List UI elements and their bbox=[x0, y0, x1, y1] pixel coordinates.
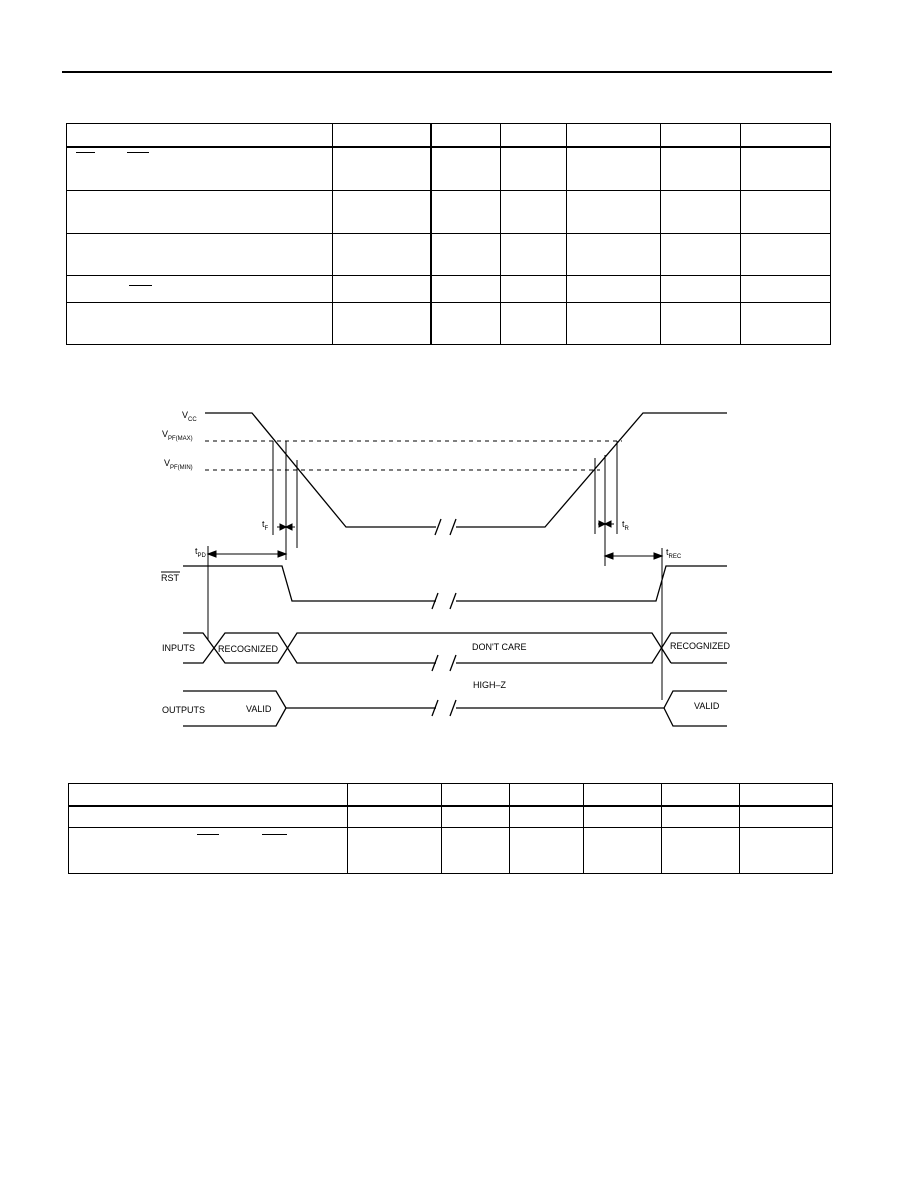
trec-arrow-head bbox=[605, 553, 613, 559]
valid-left-label: VALID bbox=[246, 704, 272, 714]
power-down-parameter-table bbox=[66, 123, 831, 345]
trec-arrow-head bbox=[654, 553, 662, 559]
recognized-right-label: RECOGNIZED bbox=[670, 641, 731, 651]
table-row bbox=[69, 806, 833, 828]
time-break-mark bbox=[432, 700, 456, 716]
tf-arrow-head bbox=[286, 524, 292, 530]
power-up-parameter-table bbox=[68, 783, 833, 874]
dont-care-label: DON'T CARE bbox=[472, 642, 527, 652]
overline-mark bbox=[76, 152, 95, 153]
time-break-mark bbox=[432, 655, 456, 671]
time-break-mark bbox=[432, 593, 456, 609]
outputs-valid-right-upper bbox=[456, 691, 727, 708]
outputs-label: OUTPUTS bbox=[162, 705, 206, 715]
inputs-bus-dont-care-upper bbox=[214, 633, 671, 663]
tr-arrow-head bbox=[605, 521, 611, 527]
overline-mark bbox=[197, 834, 219, 835]
overline-mark bbox=[262, 834, 287, 835]
vpf-max-label: $V_{PF(MAX)}$ bbox=[162, 429, 193, 442]
table-header-row bbox=[67, 124, 831, 147]
tf-label: $t_F$ bbox=[262, 519, 269, 532]
table-row bbox=[67, 147, 831, 191]
valid-right-label: VALID bbox=[694, 701, 720, 711]
tr-label: $t_R$ bbox=[622, 519, 629, 532]
rst-waveform-falling bbox=[183, 566, 436, 601]
rst-label: RST bbox=[161, 573, 179, 583]
trec-label: $t_{REC}$ bbox=[666, 547, 682, 560]
table-row bbox=[67, 276, 831, 303]
tpd-arrow-head bbox=[208, 551, 216, 557]
tpd-arrow-head bbox=[278, 551, 286, 557]
recognized-left-label: RECOGNIZED bbox=[218, 644, 279, 654]
overline-mark bbox=[127, 152, 149, 153]
inputs-label: INPUTS bbox=[162, 643, 196, 653]
vcc-label: $V_{CC}$ bbox=[182, 410, 197, 423]
table-row bbox=[67, 234, 831, 276]
high-z-label: HIGH–Z bbox=[473, 680, 507, 690]
table-row bbox=[67, 191, 831, 234]
power-down-timing-diagram bbox=[150, 400, 740, 740]
overline-mark bbox=[129, 285, 152, 286]
table-row bbox=[69, 828, 833, 874]
vpf-min-label: $V_{PF(MIN)}$ bbox=[164, 458, 193, 471]
header-rule bbox=[62, 71, 832, 73]
tpd-label: $t_{PD}$ bbox=[195, 546, 206, 559]
table-row bbox=[67, 303, 831, 345]
rst-waveform-rising bbox=[456, 566, 727, 601]
table-header-row bbox=[69, 784, 833, 806]
time-break-mark bbox=[435, 519, 456, 535]
